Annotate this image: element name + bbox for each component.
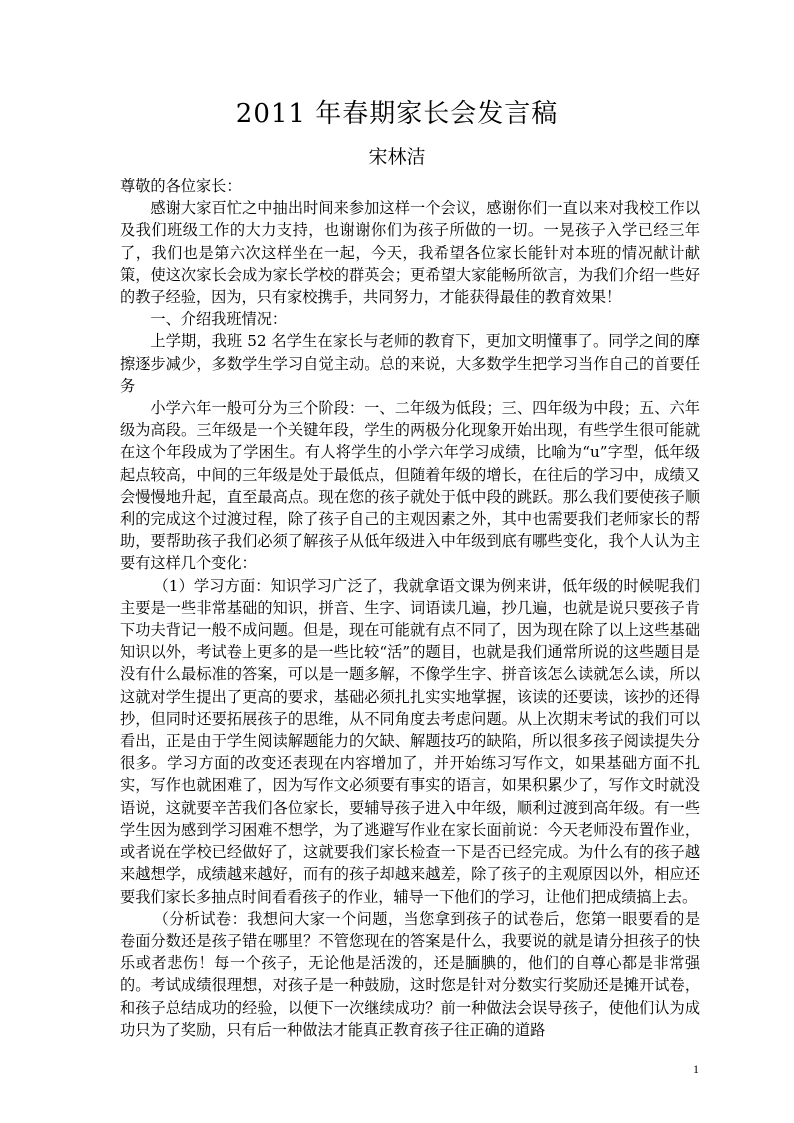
author-name: 宋林洁 bbox=[368, 146, 426, 168]
page-number: 1 bbox=[693, 1062, 699, 1076]
paragraph-grade-stages: 小学六年一般可分为三个阶段：一、二年级为低段；三、四年级为中段；五、六年级为高段。三年级是一个关键年段，学生的两极分化现象开始出现，有些学生很可能就在这个年段成为了学困生。有人将学生的小学六年学习成绩，比喻为“u”字型，低年级起点较高，中间的三年级是处于最低点，但随着年级的增长，在往后的学习中，成绩又会慢慢地升起，直至最高点。现在您的孩子就处于低中段的跳跃。那么我们要使孩子顺利的完成这个过渡过程，除了孩子自己的主观因素之外，其中也需要我们老师家长的帮助，要帮助孩子我们必须了解孩子从低年级进入中年级到底有哪些变化，我个人认为主要有这样几个变化： bbox=[120, 399, 700, 573]
document-title: 2011 年春期家长会发言稿 bbox=[235, 99, 559, 129]
salutation: 尊敬的各位家长： bbox=[120, 177, 242, 195]
section-heading-class-situation: 一、介绍我班情况： bbox=[150, 310, 288, 329]
document-body bbox=[120, 175, 700, 1041]
paragraph-last-semester: 上学期，我班 52 名学生在家长与老师的教育下，更加文明懂事了。同学之间的摩擦逐步减少，多数学生学习自觉主动。总的来说，大多数学生把学习当作自己的首要任务 bbox=[120, 332, 700, 395]
paragraph-exam-analysis: （分析试卷：我想问大家一个问题，当您拿到孩子的试卷后，您第一眼要看的是卷面分数还是孩子错在哪里？不管您现在的答案是什么，我要说的就是请分担孩子的快乐或者悲伤！每一个孩子，无论他是活泼的，还是腼腆的，他们的自尊心都是非常强的。考试成绩很理想，对孩子是一种鼓励，这时您是针对分数实行奖励还是摊开试卷，和孩子总结成功的经验，以便下一次继续成功？前一种做法会误导孩子，使他们认为成功只为了奖励，只有后一种做法才能真正教育孩子往正确的道路 bbox=[120, 909, 700, 1039]
paragraph-opening: 感谢大家百忙之中抽出时间来参加这样一个会议，感谢你们一直以来对我校工作以及我们班级工作的大力支持，也谢谢你们为孩子所做的一切。一晃孩子入学已经三年了，我们也是第六次这样坐在一起，今天，我希望各位家长能针对本班的情况献计献策，使这次家长会成为家长学校的群英会；更希望大家能畅所欲言，为我们介绍一些好的教子经验，因为，只有家校携手，共同努力，才能获得最佳的教育效果！ bbox=[120, 199, 700, 307]
paragraph-study-changes: （1）学习方面：知识学习广泛了，我就拿语文课为例来讲，低年级的时候呢我们主要是一些非常基础的知识，拼音、生字、词语读几遍，抄几遍，也就是说只要孩子肯下功夫背记一般不成问题。但是，现在可能就有点不同了，因为现在除了以上这些基础知识以外，考试卷上更多的是一些比较“活”的题目，也就是我们通常所说的这些题目是没有什么最标准的答案，可以是一题多解，不像学生字、拼音该怎么读就怎么读，所以这就对学生提出了更高的要求，基础必须扎扎实实地掌握，该读的还要读，该抄的还得抄，但同时还要拓展孩子的思维，从不同角度去考虑问题。从上次期末考试的我们可以看出，正是由于学生阅读解题能力的欠缺、解题技巧的缺陷，所以很多孩子阅读提失分很多。学习方面的改变还表现在内容增加了，并开始练习写作文，如果基础方面不扎实，写作也就困难了，因为写作文必须要有事实的语言，如果积累少了，写作文时就没语说，这就要辛苦我们各位家长，要辅导孩子进入中年级，顺利过渡到高年级。有一些学生因为感到学习困难不想学，为了逃避写作业在家长面前说：今天老师没布置作业，或者说在学校已经做好了，这就要我们家长检查一下是否已经完成。为什么有的孩子越来越想学，成绩越来越好，而有的孩子却越来越差，除了孩子的主观原因以外，相应还要我们家长多抽点时间看看孩子的作业，辅导一下他们的学习，让他们把成绩搞上去。 bbox=[120, 576, 700, 906]
